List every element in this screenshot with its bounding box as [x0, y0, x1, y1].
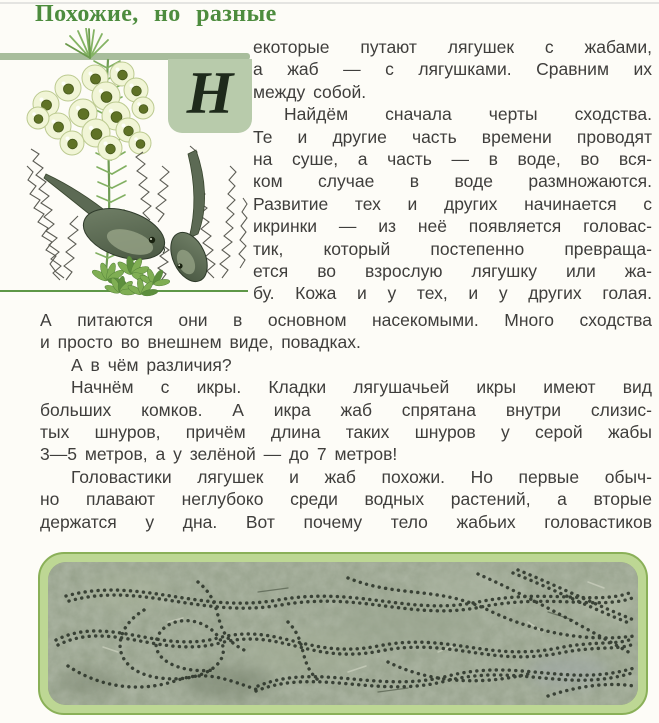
drop-cap-letter: Н — [186, 60, 234, 126]
tadpoles-illustration — [0, 28, 252, 300]
tadpole-small-icon — [164, 150, 215, 287]
text-line: бу. Кожа и у тех, и у других голая. — [253, 283, 652, 304]
text-line: екоторые путают лягушек с жабами, — [253, 37, 652, 57]
illustration-panel — [0, 53, 252, 298]
text-line: А в чём различия? — [71, 354, 232, 375]
text-line: больших комков. А икра жаб спрятана внутри слизис- — [40, 399, 652, 420]
text-line: тик, который постепенно превраща- — [253, 238, 652, 259]
text-line: Головастики лягушек и жаб похожи. Но первые обыч- — [71, 466, 652, 487]
text-line: Начнём с икры. Кладки лягушачьей икры имеют вид — [71, 377, 652, 398]
text-line: на суше, а часть — в воде, во вся- — [253, 148, 652, 169]
text-line: между собой. — [253, 81, 367, 102]
text-line: а жаб — с лягушками. Сравним их — [253, 59, 652, 80]
body-text — [40, 309, 652, 533]
text-line: Развитие тех и других начинается с — [253, 193, 652, 214]
photo-frame — [38, 552, 648, 715]
intro-column-text — [253, 36, 652, 305]
frog-spawn-eggs-icon — [27, 62, 154, 160]
toad-spawn-photo — [48, 562, 638, 705]
text-line: Те и другие часть времени проводят — [253, 126, 652, 147]
text-line: 3—5 метров, а у зелёной — до 7 метров! — [40, 444, 398, 465]
text-line: ется во взрослую лягушку или жа- — [253, 260, 652, 281]
text-line: и просто во внешнем виде, повадках. — [40, 332, 361, 353]
pondweed-icon — [91, 256, 171, 297]
text-line: А питаются они в основном насекомыми. Много сходства — [40, 310, 652, 330]
text-line: тых шнуров, причём длина таких шнуров у серой жабы — [40, 421, 652, 442]
text-line: ком случае в воде размножаются. — [253, 171, 652, 192]
text-line: Найдём сначала черты сходства. — [284, 104, 652, 125]
grass-tuft-icon — [66, 28, 108, 58]
text-line: но плавают неглубоко среди водных растений, а вторые — [40, 489, 652, 510]
page-title: Похожие, но разные — [35, 1, 277, 27]
text-line: держатся у дна. Вот почему тело жабьих головастиков — [40, 511, 652, 532]
text-line: икринки — из неё появляется головас- — [253, 216, 652, 237]
